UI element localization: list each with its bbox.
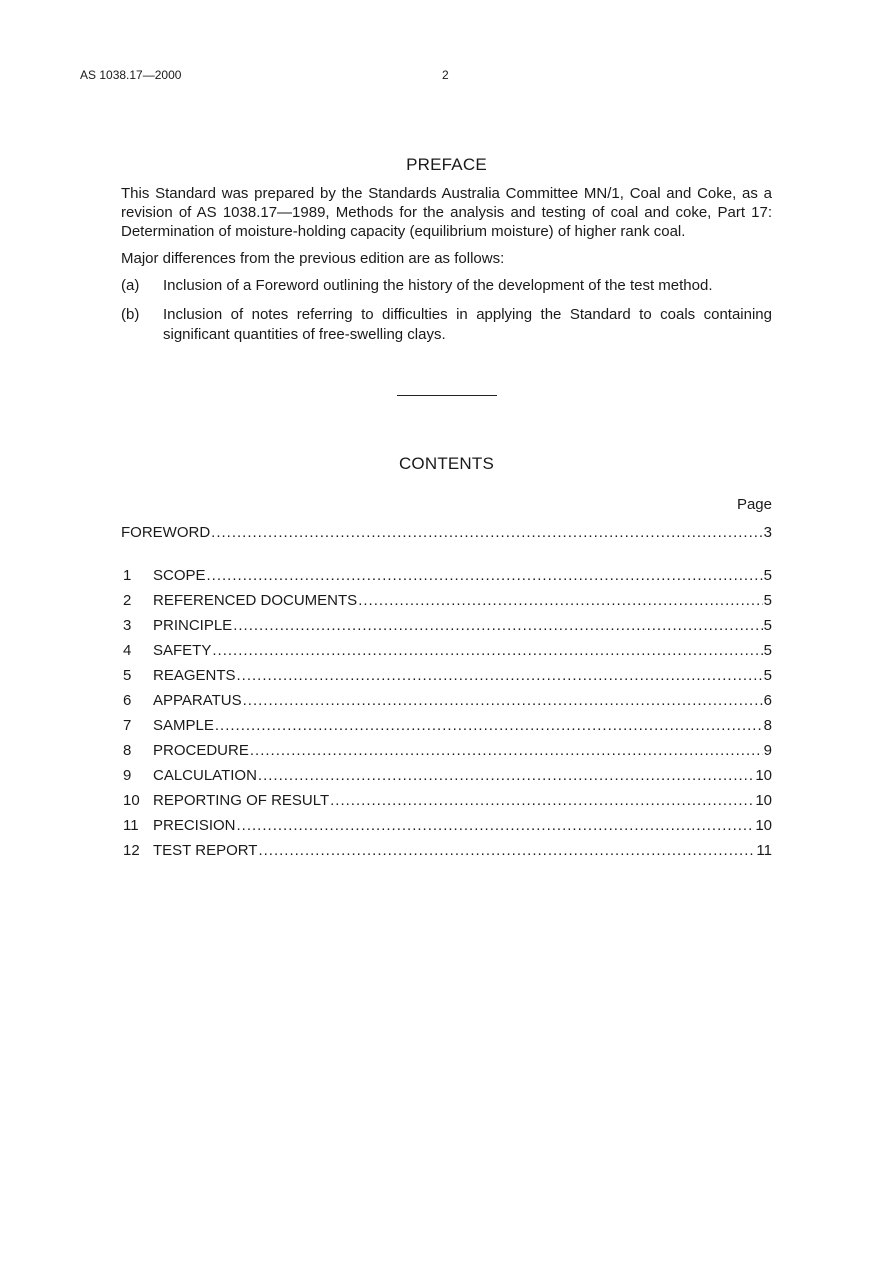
toc-entry[interactable] (121, 591, 772, 616)
table-of-contents (121, 523, 772, 866)
toc-label: PRECISION (153, 817, 236, 834)
toc-entry[interactable] (121, 641, 772, 666)
toc-number: 6 (123, 692, 132, 709)
toc-entry[interactable] (121, 816, 772, 841)
toc-label: APPARATUS (153, 692, 242, 709)
toc-label: REPORTING OF RESULT (153, 792, 330, 809)
toc-label: PROCEDURE (153, 742, 249, 759)
toc-entry[interactable] (121, 791, 772, 816)
toc-leader-dots (207, 566, 763, 586)
toc-entry[interactable] (121, 691, 772, 716)
toc-label: SAFETY (153, 642, 212, 659)
list-marker: (b) (121, 306, 140, 323)
toc-label: REAGENTS (153, 667, 236, 684)
toc-number: 5 (123, 667, 132, 684)
toc-page-number: 5 (763, 567, 772, 584)
toc-page-number: 5 (763, 617, 772, 634)
contents-title: CONTENTS (398, 454, 495, 473)
toc-number: 2 (123, 592, 132, 609)
toc-entry-foreword[interactable] (121, 523, 772, 548)
toc-leader-dots (330, 791, 754, 811)
preface-title: PREFACE (406, 155, 487, 174)
toc-page-number: 5 (763, 592, 772, 609)
toc-entry[interactable] (121, 666, 772, 691)
toc-leader-dots (212, 641, 762, 661)
toc-label: CALCULATION (153, 767, 257, 784)
toc-page-number: 5 (763, 642, 772, 659)
toc-leader-dots (258, 841, 755, 861)
toc-entry[interactable] (121, 566, 772, 591)
toc-label: PRINCIPLE (153, 617, 233, 634)
toc-entry[interactable] (121, 716, 772, 741)
toc-number: 1 (123, 567, 132, 584)
section-divider (397, 395, 497, 396)
toc-leader-dots (237, 666, 763, 686)
document-id: AS 1038.17—2000 (80, 68, 182, 82)
toc-number: 9 (123, 767, 132, 784)
toc-label: REFERENCED DOCUMENTS (153, 592, 358, 609)
contents-page-label: Page (736, 496, 772, 513)
toc-leader-dots (258, 766, 754, 786)
toc-number: 10 (123, 792, 140, 809)
toc-entry[interactable] (121, 841, 772, 866)
toc-page-number: 10 (755, 817, 772, 834)
toc-label: SCOPE (153, 567, 206, 584)
toc-leader-dots (243, 691, 763, 711)
toc-entry[interactable] (121, 741, 772, 766)
toc-entry[interactable] (121, 766, 772, 791)
preface-paragraph: This Standard was prepared by the Standards Australia Committee MN/1, Coal and Coke, as a revision of AS 1038.17—1989, Methods for the analysis and testing of coal and coke, Part 17: Determination of moisture-holding capacity (equilibrium moisture) of higher rank coal. (121, 185, 772, 240)
page-number: 2 (442, 68, 449, 82)
toc-number: 12 (123, 842, 140, 859)
toc-entry[interactable] (121, 616, 772, 641)
preface-list-item (121, 276, 772, 296)
toc-number: 8 (123, 742, 132, 759)
toc-label: FOREWORD (121, 524, 211, 541)
toc-number: 4 (123, 642, 132, 659)
toc-page-number: 10 (755, 792, 772, 809)
toc-label: SAMPLE (153, 717, 214, 734)
toc-page-number: 11 (756, 842, 772, 859)
toc-number: 11 (123, 817, 139, 834)
toc-leader-dots (233, 616, 762, 636)
toc-leader-dots (237, 816, 755, 836)
toc-page-number: 3 (763, 524, 772, 541)
list-text: Inclusion of a Foreword outlining the history of the development of the test method. (163, 277, 713, 294)
toc-number: 3 (123, 617, 132, 634)
list-text: Inclusion of notes referring to difficulties in applying the Standard to coals containing significant quantities of free-swelling clays. (163, 306, 772, 343)
toc-page-number: 8 (763, 717, 772, 734)
toc-label: TEST REPORT (153, 842, 258, 859)
toc-page-number: 6 (763, 692, 772, 709)
toc-leader-dots (215, 716, 763, 736)
page-body (121, 155, 772, 866)
preface-list-item (121, 305, 772, 345)
toc-page-number: 9 (763, 742, 772, 759)
list-marker: (a) (121, 277, 140, 294)
toc-leader-dots (250, 741, 763, 761)
preface-intro-line: Major differences from the previous edition are as follows: (121, 250, 505, 267)
toc-number: 7 (123, 717, 132, 734)
toc-leader-dots (211, 523, 762, 543)
toc-page-number: 10 (755, 767, 772, 784)
toc-page-number: 5 (763, 667, 772, 684)
toc-leader-dots (358, 591, 762, 611)
